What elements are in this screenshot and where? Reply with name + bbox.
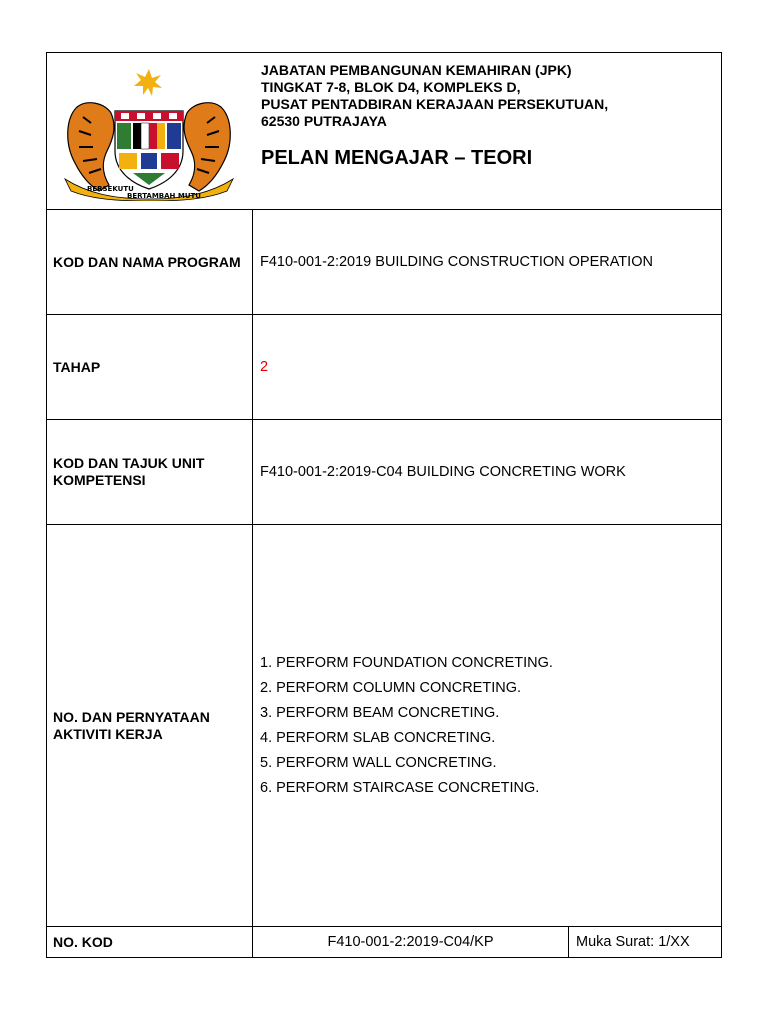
work-activities-list (260, 525, 553, 926)
document-title: PELAN MENGAJAR – TEORI (261, 147, 533, 169)
document-header (47, 53, 721, 210)
agency-address (261, 62, 608, 130)
address-line: PUSAT PENTADBIRAN KERAJAAN PERSEKUTUAN, (261, 96, 609, 112)
level-label: TAHAP (47, 315, 253, 419)
code-value: F410-001-2:2019-C04/KP (253, 927, 569, 957)
list-item: 3. PERFORM BEAM CONCRETING. (260, 704, 500, 721)
code-label: NO. KOD (47, 927, 253, 957)
address-line: JABATAN PEMBANGUNAN KEMAHIRAN (JPK) (261, 62, 572, 78)
page-number: Muka Surat: 1/XX (576, 934, 690, 950)
document-footer (47, 927, 721, 957)
svg-text:BERSEKUTU: BERSEKUTU (87, 185, 134, 193)
work-activities-label: NO. DAN PERNYATAAN AKTIVITI KERJA (47, 525, 253, 926)
program-value: F410-001-2:2019 BUILDING CONSTRUCTION OPERATION (260, 254, 653, 270)
address-line: TINGKAT 7-8, BLOK D4, KOMPLEKS D, (261, 79, 521, 95)
lesson-plan-document (46, 52, 722, 958)
competency-unit-label: KOD DAN TAJUK UNIT KOMPETENSI (47, 420, 253, 524)
malaysia-coat-of-arms-icon (57, 67, 241, 201)
list-item: 4. PERFORM SLAB CONCRETING. (260, 729, 496, 746)
competency-unit-value: F410-001-2:2019-C04 BUILDING CONCRETING WORK (260, 464, 626, 480)
address-line: 62530 PUTRAJAYA (261, 113, 387, 129)
level-value: 2 (260, 359, 269, 375)
row-level (47, 315, 721, 420)
program-label: KOD DAN NAMA PROGRAM (47, 210, 253, 314)
row-competency-unit (47, 420, 721, 525)
list-item: 2. PERFORM COLUMN CONCRETING. (260, 679, 522, 696)
row-work-activities (47, 525, 721, 927)
row-program (47, 210, 721, 315)
svg-text:BERTAMBAH MUTU: BERTAMBAH MUTU (127, 192, 201, 200)
list-item: 1. PERFORM FOUNDATION CONCRETING. (260, 654, 553, 671)
list-item: 5. PERFORM WALL CONCRETING. (260, 754, 497, 771)
list-item: 6. PERFORM STAIRCASE CONCRETING. (260, 779, 540, 796)
